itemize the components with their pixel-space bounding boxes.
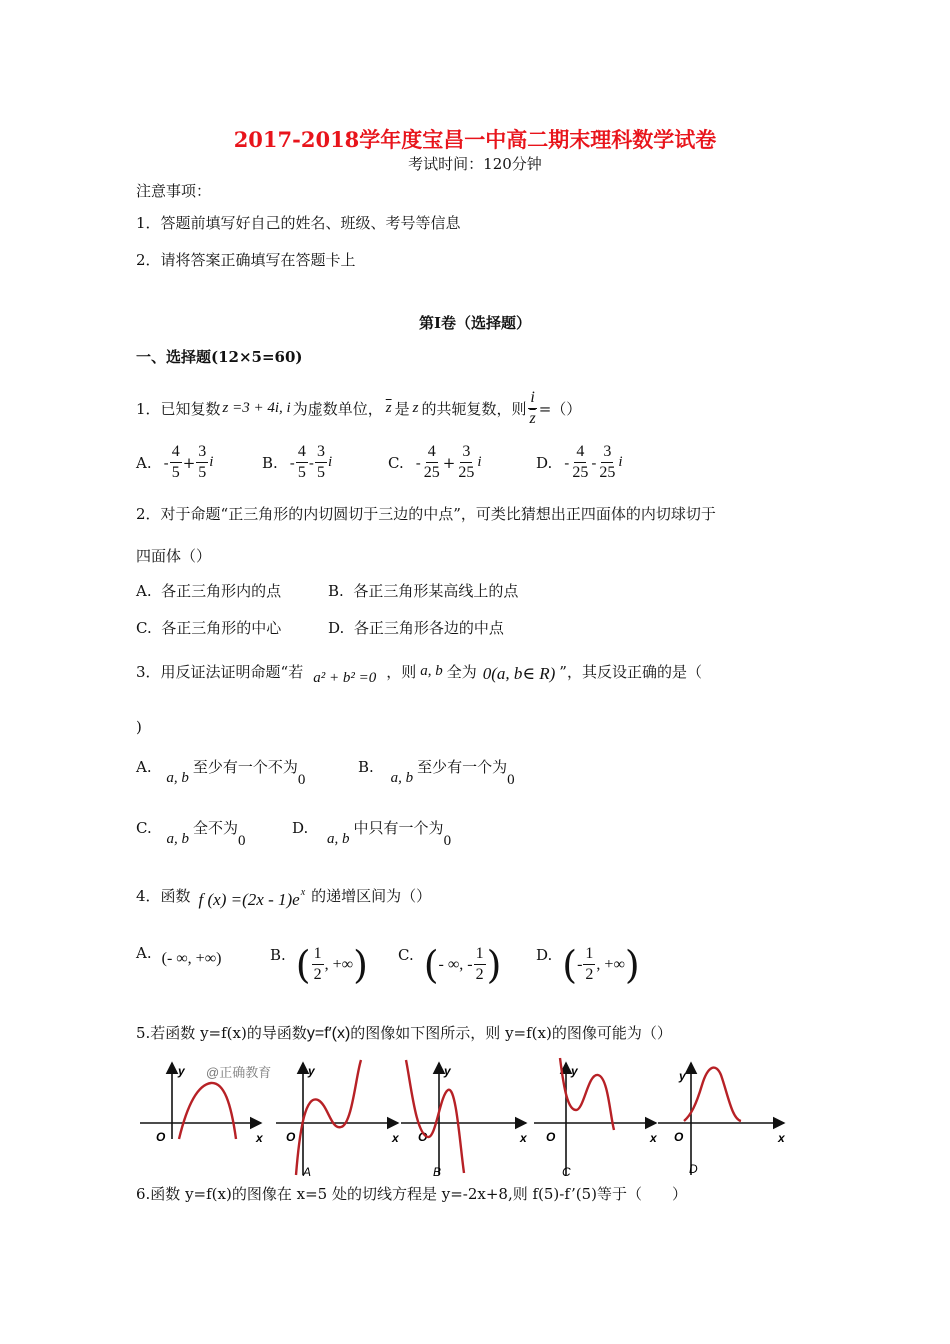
axis-x-label: x xyxy=(778,1131,785,1145)
num: 3 xyxy=(315,442,327,463)
num: 1 xyxy=(474,944,486,965)
num: 4 xyxy=(170,442,182,463)
fraction xyxy=(170,442,182,483)
axis-y-label: y xyxy=(679,1069,686,1083)
notice-item-1: 1．答题前填写好自己的姓名、班级、考号等信息 xyxy=(136,214,461,232)
q4-function: f (x) =(2x - 1)e xyxy=(198,890,300,909)
notice-heading: 注意事项： xyxy=(136,182,212,200)
q3-close-paren: ) xyxy=(136,718,142,736)
axis-y-label: y xyxy=(571,1064,578,1078)
option-vars: a, b xyxy=(166,770,189,786)
den: 5 xyxy=(171,464,180,481)
q2-option-c[interactable] xyxy=(136,617,281,638)
q5-prefix: 5.若函数 y=f(x)的导函数 xyxy=(136,1024,307,1042)
den: 5 xyxy=(198,464,207,481)
q2-option-a[interactable] xyxy=(136,580,281,601)
q3-option-c[interactable] xyxy=(136,817,246,849)
origin-label: O xyxy=(286,1130,296,1144)
q1-option-b[interactable] xyxy=(262,442,332,483)
fraction xyxy=(312,944,324,985)
q2-option-b[interactable] xyxy=(328,580,518,601)
q4-exponent: x xyxy=(300,886,306,898)
q3-condition: a² + b² =0 xyxy=(313,670,377,686)
sign: - xyxy=(289,453,295,472)
exam-title: 2017-2018学年度宝昌一中高二期末理科数学试卷 xyxy=(233,127,717,152)
graph-label-a: A xyxy=(303,1165,312,1179)
q1-fraction xyxy=(527,388,537,429)
q1-z: z xyxy=(412,400,419,416)
option-text: 各正三角形某高线上的点 xyxy=(353,582,519,600)
option-label: D. xyxy=(536,945,553,964)
q2-option-d[interactable] xyxy=(328,617,504,638)
graph-label-d: D xyxy=(689,1162,698,1176)
num: 1 xyxy=(312,944,324,965)
option-label: B. xyxy=(358,758,374,776)
fraction xyxy=(456,442,476,483)
option-vars: a, b xyxy=(327,831,350,847)
option-label: B. xyxy=(270,945,286,964)
q4-option-d[interactable] xyxy=(536,944,640,985)
exam-time: 考试时间：120分钟 xyxy=(408,155,542,173)
question-1 xyxy=(136,388,581,429)
option-text: 各正三角形的中心 xyxy=(161,619,282,637)
graph-option-c xyxy=(534,1058,658,1179)
num: 1 xyxy=(583,944,595,965)
den: 25 xyxy=(423,464,440,481)
num: 3 xyxy=(601,442,613,463)
option-text: 至少有一个为 xyxy=(417,758,508,776)
option-text: 至少有一个不为 xyxy=(192,758,298,776)
den: 2 xyxy=(585,966,594,983)
axis-x-label: x xyxy=(256,1131,263,1145)
axis-y-label: y xyxy=(444,1064,451,1078)
q4-option-b[interactable] xyxy=(270,944,368,985)
paren-open: ( xyxy=(562,942,578,987)
option-label: A. xyxy=(136,944,152,962)
q1-option-d[interactable] xyxy=(536,442,623,483)
option-vars: a, b xyxy=(166,831,189,847)
fraction xyxy=(196,442,208,483)
imag-unit: i xyxy=(327,454,333,470)
option-label: B. xyxy=(262,453,278,472)
option-label: D. xyxy=(536,453,553,472)
volume-title: 第Ⅰ卷（选择题） xyxy=(418,314,532,332)
paren-open: ( xyxy=(423,942,439,987)
option-text: 全不为 xyxy=(193,819,239,837)
sign: + xyxy=(182,453,196,472)
fraction xyxy=(474,944,486,985)
imag-unit: i xyxy=(618,454,623,470)
q1-option-c[interactable] xyxy=(388,442,482,483)
question-6: 6.函数 y=f(x)的图像在 x=5 处的切线方程是 y=-2x+8,则 f(5)-f’(5)等于（ ） xyxy=(136,1185,688,1203)
q4-option-c[interactable] xyxy=(398,944,501,985)
q3-option-d[interactable] xyxy=(292,817,452,849)
fraction xyxy=(570,442,590,483)
q1-option-a[interactable] xyxy=(136,442,213,483)
q1-mid1: 为虚数单位， xyxy=(292,400,383,418)
den: 25 xyxy=(599,464,616,481)
interval-pre: - ∞, - xyxy=(438,955,473,973)
q5-graphs xyxy=(136,1055,786,1180)
imag-unit: i xyxy=(209,454,214,470)
option-zero: 0 xyxy=(507,772,515,788)
graph-label-c: C xyxy=(562,1165,571,1179)
origin-label: O xyxy=(546,1130,556,1144)
den: 2 xyxy=(313,966,322,983)
q1-prefix: 1．已知复数 xyxy=(136,400,221,418)
option-zero: 0 xyxy=(297,772,306,788)
q5-tail: 的图像如下图所示，则 y=f(x)的图像可能为（） xyxy=(350,1024,672,1042)
fraction xyxy=(315,442,327,483)
q1-tail: =（） xyxy=(538,400,582,418)
sign: - xyxy=(163,453,169,472)
q1-frac-den: z xyxy=(529,410,536,427)
question-4 xyxy=(136,880,431,910)
q3-tail: ”，其反设正确的是（ xyxy=(559,663,702,681)
q4-tail: 的递增区间为（） xyxy=(311,886,432,905)
option-label: C. xyxy=(388,453,404,472)
paren-close: ) xyxy=(353,942,368,987)
num: 4 xyxy=(426,442,438,463)
num: 4 xyxy=(296,442,308,463)
interval-rest: , +∞ xyxy=(324,955,354,973)
option-vars: a, b xyxy=(390,770,414,786)
sign: + xyxy=(442,453,456,472)
axis-y-label: y xyxy=(178,1064,185,1078)
option-text: 各正三角形内的点 xyxy=(161,582,282,600)
paren-open: ( xyxy=(295,942,311,987)
option-label: C. xyxy=(136,619,152,637)
origin-label: O xyxy=(418,1130,428,1144)
q1-mid3: 的共轭复数，则 xyxy=(421,400,527,418)
option-label: D. xyxy=(328,619,345,637)
fraction xyxy=(583,944,595,985)
q3-ab: a, b xyxy=(420,663,443,679)
option-label: A. xyxy=(136,582,152,600)
derivative-graph xyxy=(140,1063,271,1145)
graph-option-d xyxy=(658,1063,786,1176)
interval-rest: , +∞ xyxy=(596,955,625,973)
axis-x-label: x xyxy=(520,1131,527,1145)
origin-label: O xyxy=(156,1130,166,1144)
axis-x-label: x xyxy=(392,1131,399,1145)
graph-option-b xyxy=(401,1060,528,1179)
den: 2 xyxy=(475,966,484,983)
fraction xyxy=(597,442,617,483)
q1-mid2: 是 xyxy=(394,400,410,418)
part-title: 一、选择题(12×5=60) xyxy=(136,348,303,366)
axis-x-label: x xyxy=(650,1131,657,1145)
q1-frac-num: i xyxy=(528,388,536,409)
den: 5 xyxy=(316,464,325,481)
option-label: D. xyxy=(292,819,309,837)
option-label: A. xyxy=(136,758,152,776)
num: 3 xyxy=(460,442,472,463)
q4-option-a[interactable] xyxy=(136,944,222,968)
den: 5 xyxy=(297,464,306,481)
paren-close: ) xyxy=(624,942,640,987)
notice-item-2: 2．请将答案正确填写在答题卡上 xyxy=(136,251,356,269)
q3-option-b[interactable] xyxy=(358,756,515,788)
q5-derivative: y=f′(x) xyxy=(306,1025,351,1042)
option-zero: 0 xyxy=(443,833,452,849)
option-text: (- ∞, +∞) xyxy=(161,950,222,967)
q2-line-1: 2．对于命题“正三角形的内切圆切于三边的中点”，可类比猜想出正四面体的内切球切于 xyxy=(136,505,716,523)
sign: - xyxy=(591,453,597,472)
option-label: A. xyxy=(136,453,152,472)
fraction xyxy=(296,442,308,483)
q3-prefix: 3．用反证法证明命题“若 xyxy=(136,663,304,681)
num: 3 xyxy=(196,442,208,463)
graph-label-b: B xyxy=(433,1165,442,1179)
question-5 xyxy=(136,1022,672,1043)
option-label: B. xyxy=(328,582,344,600)
option-label: C. xyxy=(136,819,152,837)
watermark: @正确教育 xyxy=(206,1065,272,1080)
num: 4 xyxy=(574,442,586,463)
origin-label: O xyxy=(674,1130,684,1144)
sign: - xyxy=(308,453,314,472)
q3-zero-condition: 0(a, b∈ R) xyxy=(482,663,556,683)
graph-option-a xyxy=(276,1060,400,1179)
q2-line-2: 四面体（） xyxy=(136,547,212,565)
axis-y-label: y xyxy=(308,1064,315,1078)
q4-prefix: 4．函数 xyxy=(136,886,191,905)
option-text: 各正三角形各边的中点 xyxy=(353,619,504,637)
q3-mid2: 全为 xyxy=(446,663,477,681)
option-label: C. xyxy=(398,945,414,964)
sign: - xyxy=(564,453,570,472)
den: 25 xyxy=(572,464,589,481)
q3-mid1: ，则 xyxy=(386,663,417,681)
interval-pre: - xyxy=(577,955,583,973)
sign: - xyxy=(415,453,421,472)
option-text: 中只有一个为 xyxy=(353,819,444,837)
q3-option-a[interactable] xyxy=(136,756,306,788)
imag-unit: i xyxy=(477,454,482,470)
paren-close: ) xyxy=(486,942,502,987)
fraction xyxy=(422,442,442,483)
den: 25 xyxy=(458,464,475,481)
option-zero: 0 xyxy=(238,833,246,849)
q1-z-equation: z =3 + 4i, i xyxy=(222,400,291,416)
q1-zbar: $\overline{z}$ xyxy=(385,400,392,416)
question-3 xyxy=(136,656,702,687)
